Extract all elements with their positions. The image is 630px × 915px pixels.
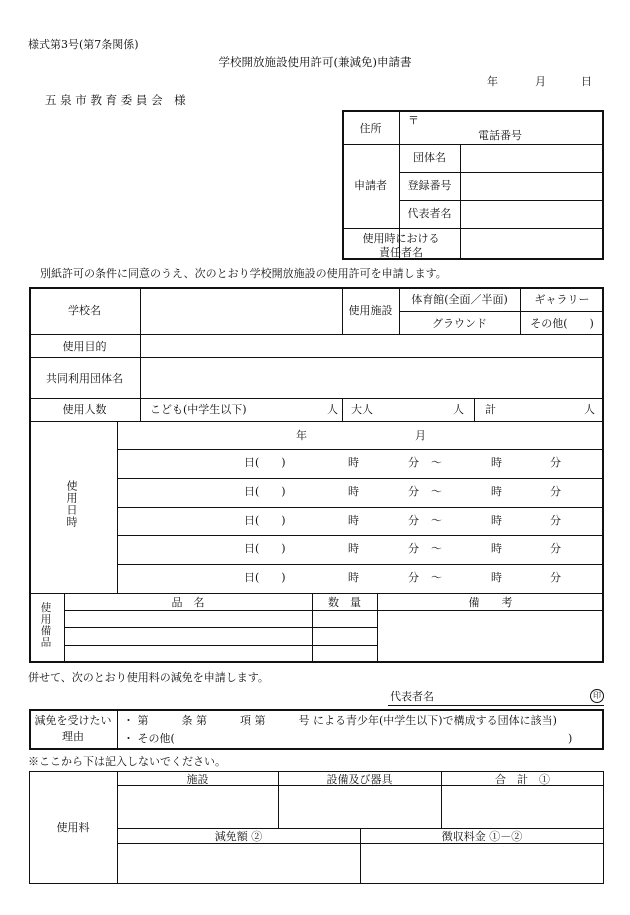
seal-mark: 印 <box>590 689 604 703</box>
adult-label: 大人 <box>351 403 373 416</box>
date-row-start-minute: 分 <box>408 542 419 555</box>
children-unit: 人 <box>327 403 338 416</box>
fee-equipment-header: 設備及び器具 <box>326 773 393 786</box>
reason-other-close: ) <box>568 732 573 745</box>
ground-option: グラウンド <box>432 317 487 330</box>
date-row-end-minute: 分 <box>550 456 561 469</box>
datetime-label: 使用日時 <box>65 480 78 528</box>
date-row-start-hour: 時 <box>348 514 359 527</box>
date-row-tilde: ～ <box>431 514 442 527</box>
date-row-end-hour: 時 <box>491 514 502 527</box>
reason-option-youth: ・ 第 条 第 項 第 号 による青少年(中学生以下)で構成する団体に該当) <box>123 714 557 727</box>
responsible-label-1: 使用時における <box>362 232 440 245</box>
joint-group-label: 共同利用団体名 <box>46 372 123 385</box>
fee-reduction-header: 減免額 ② <box>214 830 263 843</box>
date-day-label: 日 <box>581 75 592 88</box>
date-row-day: 日( ) <box>244 542 286 555</box>
fee-label: 使用料 <box>56 821 90 834</box>
intro-text: 別紙許可の条件に同意のうえ、次のとおり学校開放施設の使用許可を申請します。 <box>40 267 447 280</box>
children-label: こども(中学生以下) <box>150 403 247 416</box>
date-row-day: 日( ) <box>244 485 286 498</box>
reason-label-2: 理由 <box>62 730 84 743</box>
quantity-header: 数 量 <box>328 596 361 609</box>
date-row-tilde: ～ <box>431 571 442 584</box>
date-row-start-hour: 時 <box>348 456 359 469</box>
phone-label: 電話番号 <box>478 129 522 142</box>
remarks-header: 備 考 <box>468 596 513 609</box>
fee-total-header: 合 計 ① <box>495 773 550 786</box>
form-number: 様式第3号(第7条関係) <box>28 38 139 51</box>
date-row-end-hour: 時 <box>491 456 502 469</box>
date-year-label: 年 <box>487 75 498 88</box>
applicant-label: 申請者 <box>354 179 387 192</box>
office-use-note: ※ここから下は記入しないでください。 <box>28 755 226 768</box>
date-row-end-minute: 分 <box>550 571 561 584</box>
fee-facility-header: 施設 <box>186 773 209 786</box>
facility-label: 使用施設 <box>348 304 393 317</box>
date-row-start-minute: 分 <box>408 571 419 584</box>
date-row-end-hour: 時 <box>491 485 502 498</box>
address-label: 住所 <box>359 122 382 135</box>
addressee: 五 泉 市 教 育 委 員 会 様 <box>45 93 186 107</box>
equipment-label: 使用備品 <box>39 602 52 648</box>
item-name-header: 品 名 <box>171 596 205 609</box>
group-name-label: 団体名 <box>413 151 446 164</box>
reduction-representative-label: 代表者名 <box>390 690 434 703</box>
date-row-start-hour: 時 <box>348 542 359 555</box>
reason-option-other: ・ その他( <box>123 732 175 745</box>
registration-label: 登録番号 <box>407 179 452 192</box>
date-row-start-minute: 分 <box>408 456 419 469</box>
date-row-end-hour: 時 <box>491 542 502 555</box>
date-row-tilde: ～ <box>431 456 442 469</box>
date-row-day: 日( ) <box>244 456 286 469</box>
adult-unit: 人 <box>453 403 464 416</box>
postal-mark: 〒 <box>408 114 419 127</box>
reason-label-1: 減免を受けたい <box>34 714 112 727</box>
date-row-end-minute: 分 <box>550 542 561 555</box>
date-year-unit: 年 <box>296 429 307 442</box>
date-row-day: 日( ) <box>244 514 286 527</box>
fee-collected-header: 徴収料金 ①－② <box>441 830 523 843</box>
total-unit: 人 <box>584 403 595 416</box>
date-row-start-hour: 時 <box>348 571 359 584</box>
date-row-start-minute: 分 <box>408 485 419 498</box>
total-label: 計 <box>485 403 496 416</box>
other-option: その他( ) <box>530 317 594 330</box>
form-title: 学校開放施設使用許可(兼減免)申請書 <box>218 55 412 69</box>
date-row-end-minute: 分 <box>550 514 561 527</box>
date-row-end-minute: 分 <box>550 485 561 498</box>
date-month-unit: 月 <box>415 429 426 442</box>
date-month-label: 月 <box>535 75 546 88</box>
responsible-label-2: 責任者名 <box>379 246 423 259</box>
school-name-label: 学校名 <box>68 304 101 317</box>
date-row-day: 日( ) <box>244 571 286 584</box>
date-row-start-hour: 時 <box>348 485 359 498</box>
purpose-label: 使用目的 <box>62 340 107 353</box>
date-row-tilde: ～ <box>431 485 442 498</box>
date-row-end-hour: 時 <box>491 571 502 584</box>
representative-label: 代表者名 <box>407 207 452 220</box>
gallery-option: ギャラリー <box>534 293 590 306</box>
gym-option: 体育館(全面／半面) <box>411 293 508 306</box>
reduction-intro: 併せて、次のとおり使用料の減免を申請します。 <box>28 671 269 684</box>
date-row-start-minute: 分 <box>408 514 419 527</box>
people-label: 使用人数 <box>62 403 107 416</box>
date-row-tilde: ～ <box>431 542 442 555</box>
